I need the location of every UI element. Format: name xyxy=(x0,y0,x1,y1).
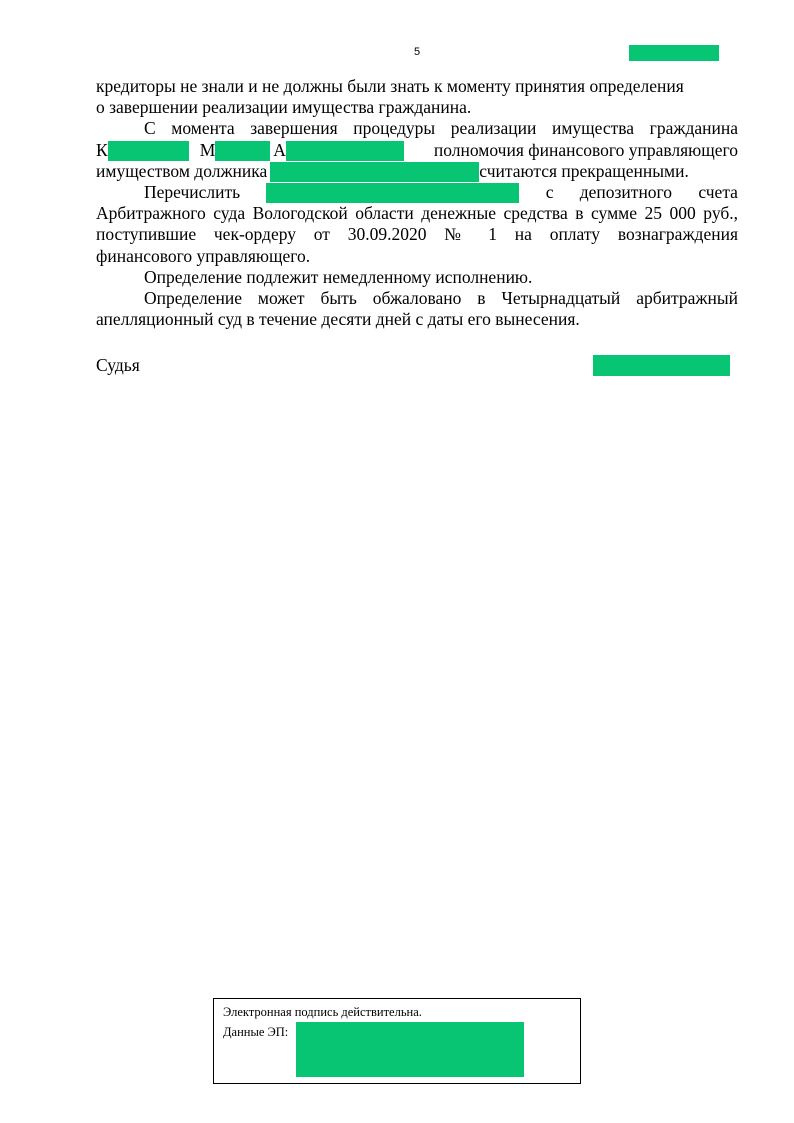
redacted-block-header xyxy=(629,45,719,61)
judge-label: Судья xyxy=(96,355,140,375)
paragraph-5 xyxy=(96,288,738,330)
paragraph-3 xyxy=(96,182,738,267)
stamp-validity-text: Электронная подпись действительна. xyxy=(223,1005,422,1019)
p1-line-2: о завершении реализации имущества гражданина. xyxy=(96,97,472,118)
redacted-surname xyxy=(108,141,189,161)
redacted-recipient xyxy=(266,183,519,203)
p3-line-3: поступившие чек-ордеру от 30.09.2020 № 1 на оплату вознаграждения xyxy=(96,224,738,245)
p3-line-1: Перечислить с депозитного счета xyxy=(144,182,738,203)
page-number: 5 xyxy=(413,46,421,58)
p5-line-1: Определение может быть обжаловано в Четырнадцатый арбитражный xyxy=(144,288,738,309)
p2-line-2: К М А полномочия финансового управляющего xyxy=(96,139,738,160)
p3-line-4: финансового управляющего. xyxy=(96,245,311,266)
paragraph-1 xyxy=(96,76,738,118)
p5-line-2: апелляционный суд в течение десяти дней с даты его вынесения. xyxy=(96,309,580,330)
paragraph-4: Определение подлежит немедленному исполнению. xyxy=(144,266,533,287)
p2-line-1: С момента завершения процедуры реализации имущества гражданина xyxy=(144,118,738,139)
redacted-name xyxy=(215,141,270,161)
p3-line-2: Арбитражного суда Вологодской области денежные средства в сумме 25 000 руб., xyxy=(96,203,738,224)
electronic-signature-stamp xyxy=(213,998,581,1084)
p1-line-1: кредиторы не знали и не должны были знать к моменту принятия определения xyxy=(96,76,684,96)
redacted-patronymic xyxy=(286,141,404,161)
paragraph-2 xyxy=(96,118,738,182)
stamp-data-label: Данные ЭП: xyxy=(223,1025,289,1039)
redacted-signature-data xyxy=(296,1022,524,1077)
redacted-debtor-name xyxy=(270,162,479,182)
document-body xyxy=(96,76,738,330)
p2-line-3: имуществом должника считаются прекращенными. xyxy=(96,160,689,181)
redacted-judge-name xyxy=(593,355,730,376)
